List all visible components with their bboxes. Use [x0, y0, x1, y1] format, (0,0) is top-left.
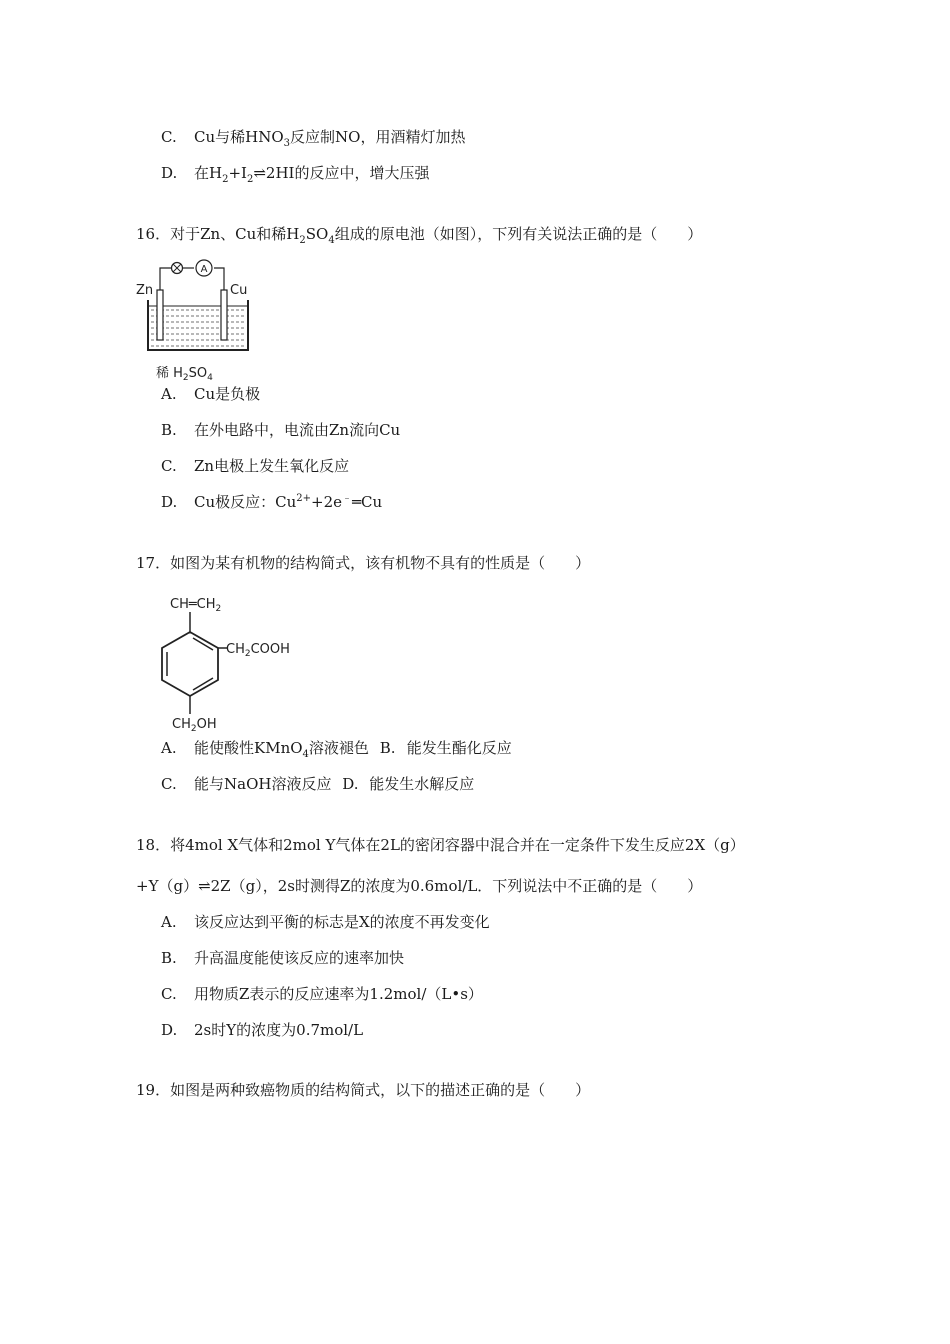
q18-stem-line2: +Y（g）⇌2Z（g），2s时测得Z的浓度为0.6mol/L．下列说法中不正确的是（ ）: [136, 877, 703, 895]
option-label: A.: [161, 913, 177, 931]
cu-electrode: [221, 290, 227, 340]
q19-stem: 19．如图是两种致癌物质的结构简式，以下的描述正确的是（ ）: [136, 1081, 591, 1099]
q16-stem: 16．对于Zn、Cu和稀$H_2SO_4$组成的原电池（如图），下列有关说法正确的是（ ）: [136, 225, 703, 246]
organic-structure-figure: [140, 592, 310, 732]
zn-label: Zn: [136, 283, 154, 298]
option-label: D.: [161, 1021, 178, 1039]
option-label: D.: [161, 164, 178, 182]
bulb-icon: [172, 263, 183, 274]
q18-option-a: A. 该反应达到平衡的标志是X的浓度不再发变化: [161, 913, 490, 931]
option-label: B.: [379, 739, 396, 757]
q15-option-c: C. Cu与稀$HNO_3$反应制NO，用酒精灯加热: [161, 128, 466, 149]
cu-label: Cu: [230, 283, 248, 298]
q16-option-b: B. 在外电路中，电流由Zn流向Cu: [161, 421, 401, 439]
option-label: A.: [161, 385, 177, 403]
q18-option-d: D. 2s时Y的浓度为0.7mol/L: [161, 1021, 364, 1039]
q17-options-ab: A. 能使酸性KMnO$_4$溶液褪色 B. 能发生酯化反应: [161, 739, 512, 760]
carboxymethyl-group: $CH_2COOH$: [226, 642, 290, 659]
option-label: C.: [161, 128, 177, 146]
electrolyte-caption: 稀 $H_2SO_4$: [156, 366, 213, 383]
q15-option-d: D. 在$H_2+I_2\rightleftharpoons 2HI$的反应中，增大压强: [161, 164, 430, 185]
option-label: B.: [161, 949, 177, 967]
option-label: A.: [161, 739, 177, 757]
option-label: D.: [342, 775, 359, 793]
galvanic-cell-figure: [136, 256, 266, 386]
q18-option-b: B. 升高温度能使该反应的速率加快: [161, 949, 405, 967]
q18-stem-line1: 18．将4mol X气体和2mol Y气体在2L的密闭容器中混合并在一定条件下发生反应2X（g）: [136, 836, 745, 854]
zn-electrode: [157, 290, 163, 340]
q16-option-d: D. Cu极反应：$Cu^{2+}+2e^﹣═Cu$: [161, 493, 383, 511]
hydroxymethyl-group: $CH_2OH$: [172, 717, 217, 732]
option-label: C.: [161, 985, 177, 1003]
q16-option-a: A. Cu是负极: [161, 385, 261, 403]
option-label: B.: [161, 421, 177, 439]
q17-stem: 17．如图为某有机物的结构简式，该有机物不具有的性质是（ ）: [136, 554, 591, 572]
q18-option-c: C. 用物质Z表示的反应速率为1.2mol/（L•s）: [161, 985, 483, 1003]
q17-options-cd: C. 能与NaOH溶液反应 D. 能发生水解反应: [161, 775, 475, 793]
vinyl-group: $CH═CH_2$: [170, 597, 222, 614]
ammeter-icon: [196, 260, 212, 276]
ammeter-label: A: [200, 264, 208, 275]
option-label: D.: [161, 493, 178, 511]
option-label: C.: [161, 775, 177, 793]
option-label: C.: [161, 457, 177, 475]
q16-option-c: C. Zn电极上发生氧化反应: [161, 457, 350, 475]
